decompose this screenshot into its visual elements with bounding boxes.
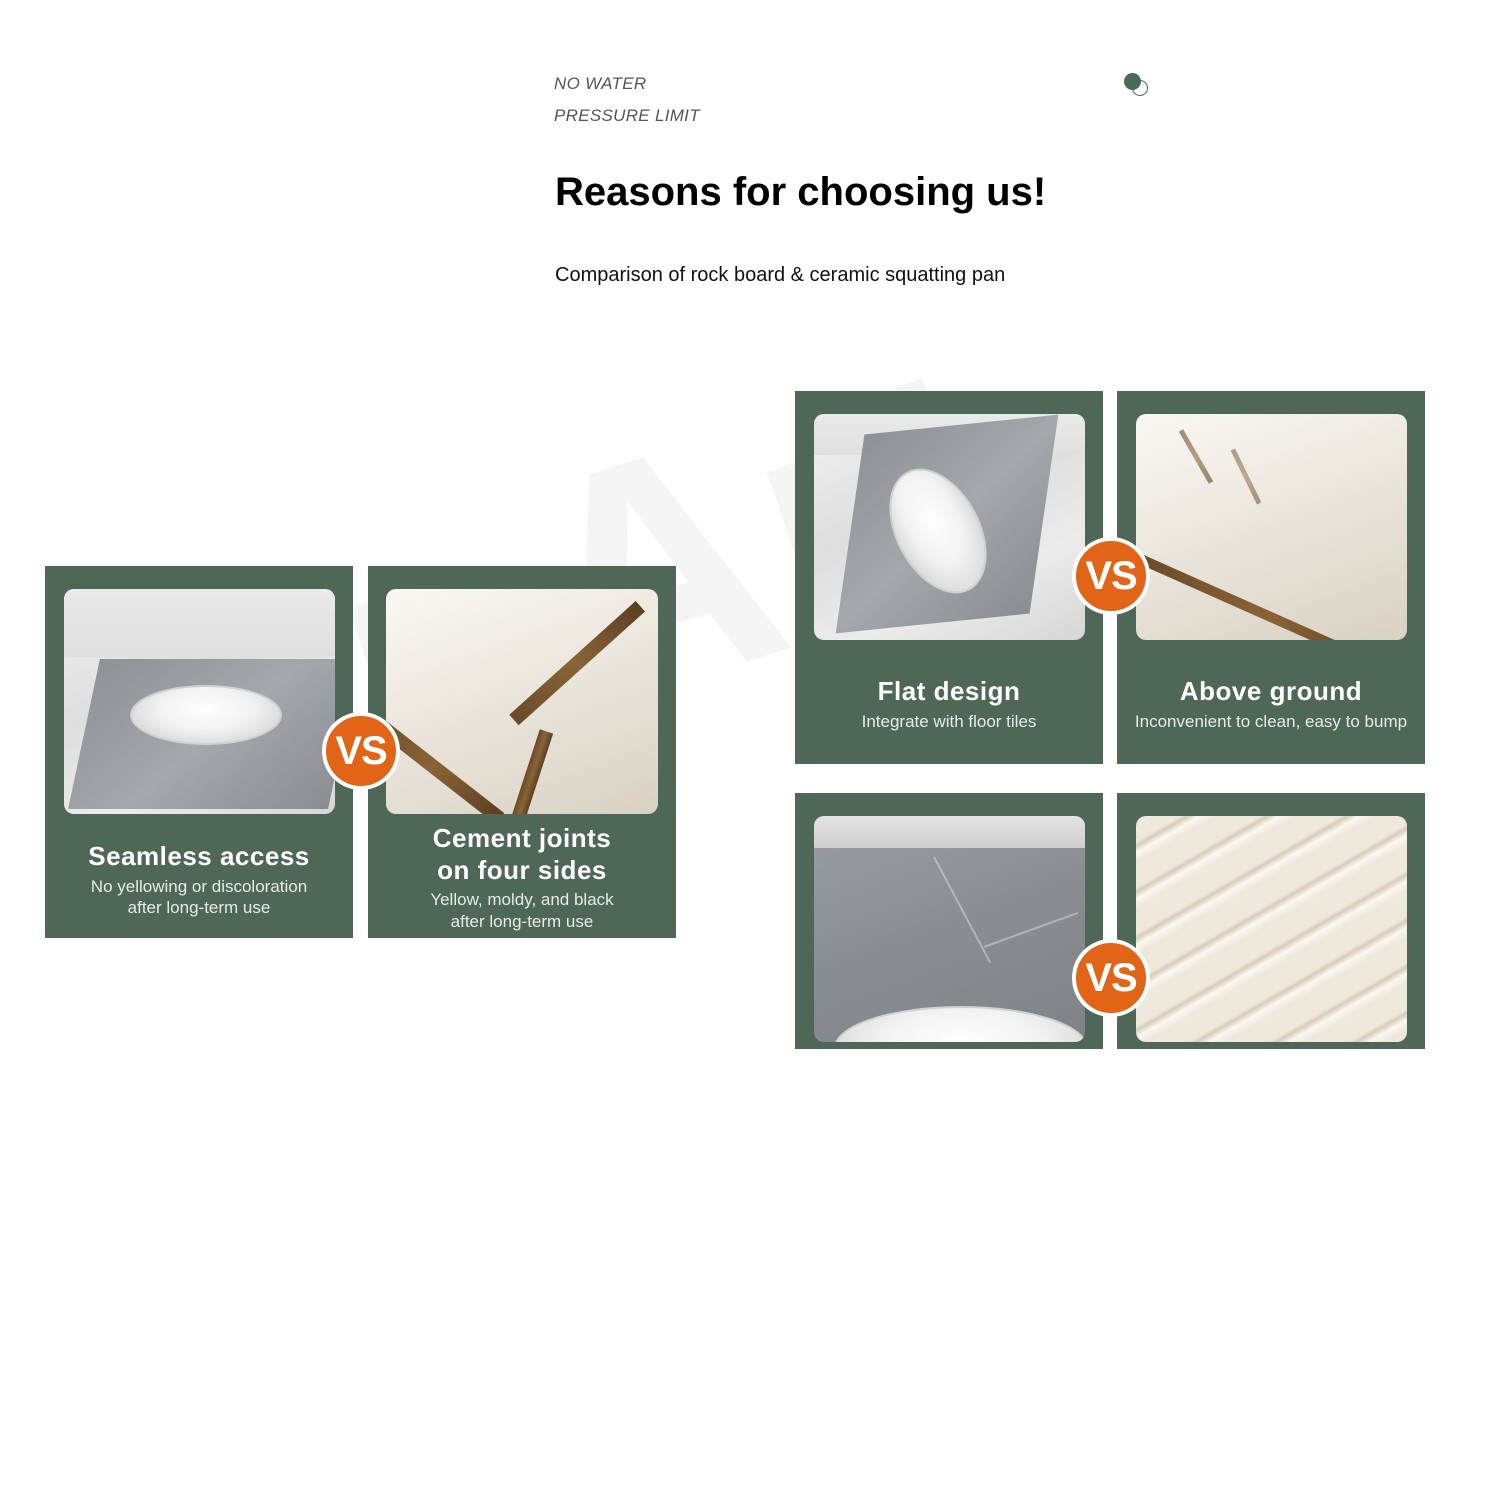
photo-ceramic-joint <box>386 589 658 814</box>
photo-rock-board-pan <box>64 589 335 814</box>
card-desc: Integrate with floor tiles <box>861 712 1037 731</box>
card-flat-design <box>795 391 1103 764</box>
card-desc: Inconvenient to clean, easy to bump <box>1134 712 1408 731</box>
photo-above-ground <box>1136 414 1407 640</box>
grime-line <box>386 708 504 814</box>
card-cement-joints <box>368 566 676 938</box>
card-stone-closeup <box>795 793 1103 1049</box>
photo-stone-closeup <box>814 816 1085 1042</box>
card-seamless-access <box>45 566 353 938</box>
stain-mark <box>1231 448 1262 504</box>
grime-line <box>1136 552 1403 640</box>
photo-ceramic-ridges <box>1136 816 1407 1042</box>
tagline <box>554 68 700 132</box>
card-title: Flat design <box>877 676 1021 706</box>
stone-vein <box>984 912 1079 948</box>
vs-badge: VS <box>322 712 400 790</box>
page-title: Reasons for choosing us! <box>555 170 1047 214</box>
vs-badge: VS <box>1072 537 1150 615</box>
card-desc-line-2: after long-term use <box>450 912 594 931</box>
pan-rim <box>834 1006 1085 1042</box>
card-title-line-1: Cement joints <box>432 823 612 853</box>
tagline-line-1: NO WATER <box>554 74 647 93</box>
card-desc-line-2: after long-term use <box>127 898 271 917</box>
card-desc-line-1: Yellow, moldy, and black <box>430 890 614 909</box>
vs-badge: VS <box>1072 939 1150 1017</box>
decorative-dots-icon <box>1124 73 1152 99</box>
photo-flat-design <box>814 414 1085 640</box>
stone-vein <box>933 857 991 964</box>
pan-bowl <box>130 685 282 745</box>
card-title: Seamless access <box>88 841 310 871</box>
grime-line <box>509 729 553 814</box>
card-title-line-2: on four sides <box>437 855 607 885</box>
card-ceramic-closeup <box>1117 793 1425 1049</box>
card-title: Above ground <box>1179 676 1363 706</box>
card-desc-line-1: No yellowing or discoloration <box>90 877 308 896</box>
wall-area <box>64 589 335 657</box>
page-subtitle: Comparison of rock board & ceramic squatting pan <box>555 264 1006 286</box>
outline-dot-icon <box>1132 80 1148 96</box>
card-above-ground <box>1117 391 1425 764</box>
grime-line <box>509 601 645 725</box>
wall-area <box>814 816 1085 848</box>
tagline-line-2: PRESSURE LIMIT <box>554 106 700 125</box>
stain-mark <box>1179 429 1213 483</box>
